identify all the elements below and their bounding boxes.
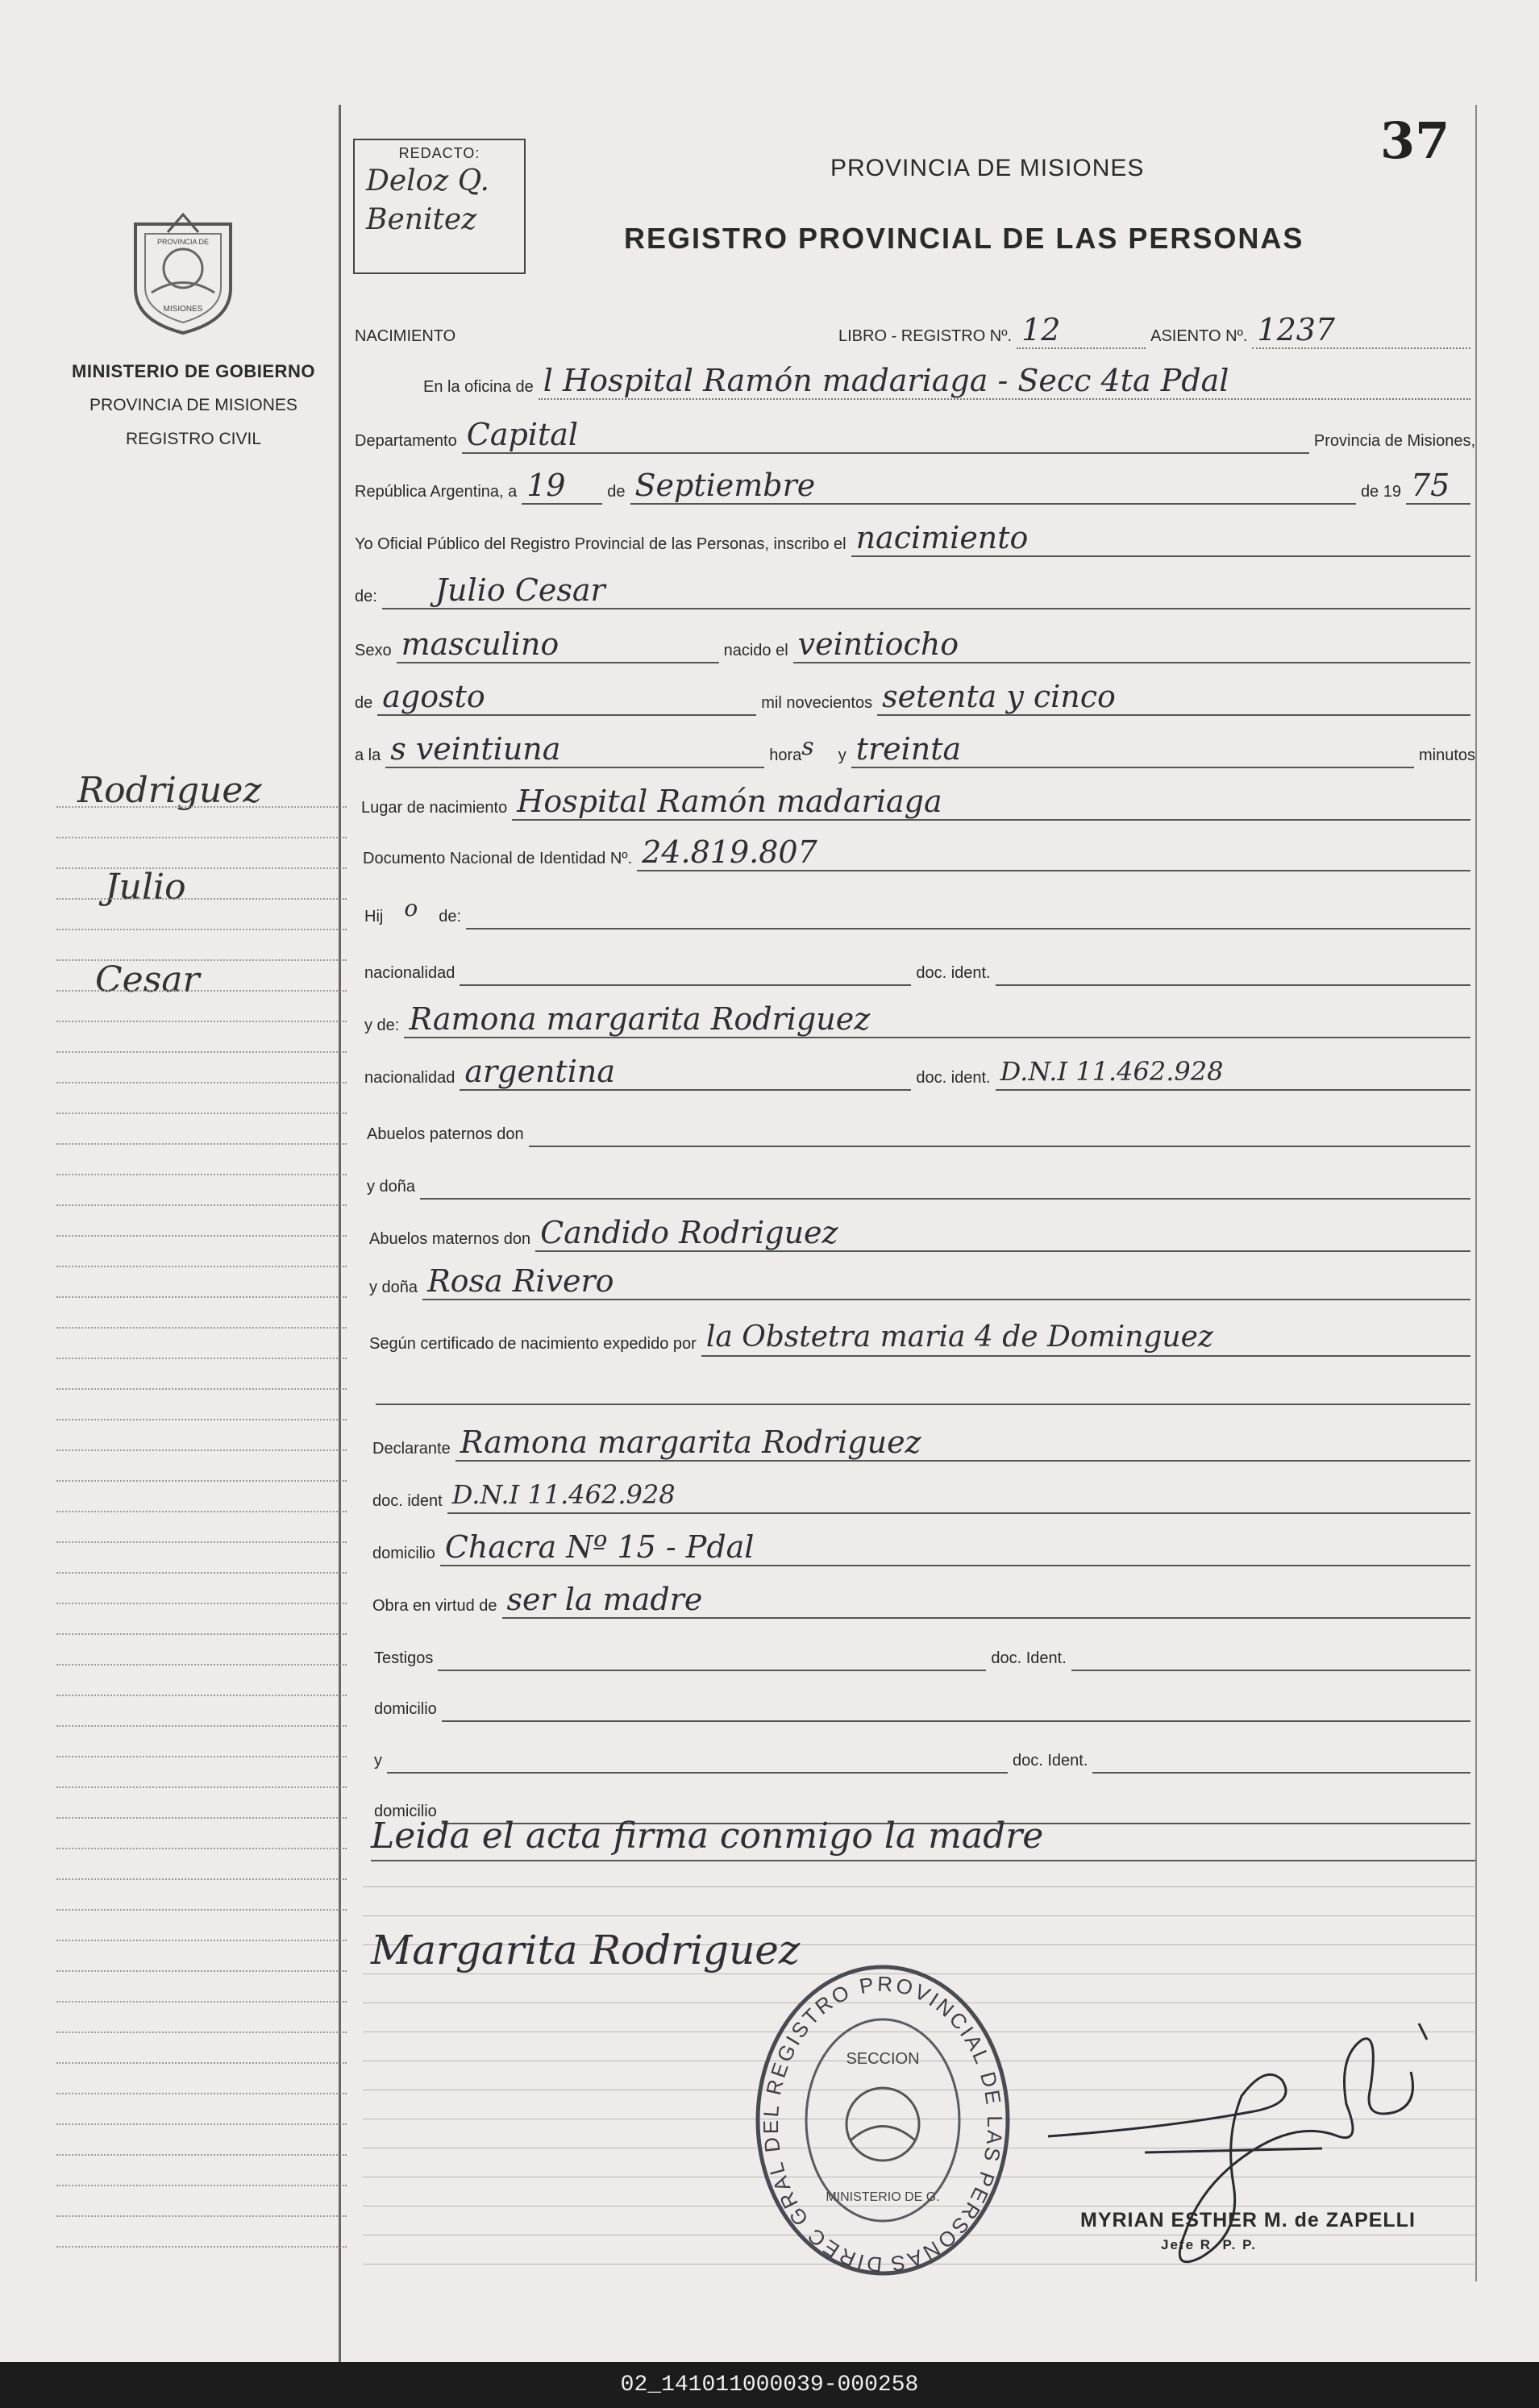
row-testigo2	[374, 1735, 1475, 1774]
testigo2-field	[387, 1738, 1008, 1774]
abuelo-mat-field	[535, 1216, 1470, 1252]
ministry-name: MINISTERIO DE GOBIERNO	[72, 361, 315, 381]
documento-field	[637, 836, 1470, 871]
left-margin-column	[0, 0, 339, 2362]
row-hijo	[364, 891, 1475, 930]
madre-field	[404, 1003, 1470, 1038]
hora-field	[385, 733, 764, 768]
departamento-field	[462, 418, 1309, 454]
madre-value: Ramona margarita Rodriguez	[409, 1001, 871, 1037]
redacto-line-2: Benitez	[366, 203, 477, 236]
margin-ruled-line	[56, 1633, 347, 1635]
svg-text:DIREC GRAL DEL REGISTRO PROVIN	[759, 1972, 1007, 2277]
ministry-office: REGISTRO CIVIL	[125, 430, 262, 448]
closing-statement: Leida el acta firma conmigo la madre	[371, 1815, 1475, 1861]
margin-ruled-line	[56, 1174, 347, 1175]
hora-value: s veintiuna	[390, 731, 561, 767]
hijo-de-label: de:	[439, 908, 462, 925]
row-fecha	[355, 466, 1475, 505]
y-label: y	[838, 747, 846, 764]
testigos-label: Testigos	[374, 1649, 434, 1667]
oficina-label: En la oficina de	[423, 378, 534, 396]
de2-label: de:	[355, 588, 377, 605]
row-sexo	[355, 625, 1475, 663]
nacionalidad2-label: nacionalidad	[364, 1069, 455, 1087]
domicilio3-label: domicilio	[374, 1803, 437, 1820]
margin-ruled-lines	[56, 806, 347, 2277]
abuela-mat-field	[422, 1265, 1470, 1300]
oficina-value: l Hospital Ramón madariaga - Secc 4ta Pdal	[543, 363, 1229, 398]
province-title: PROVINCIA DE MISIONES	[830, 155, 1145, 181]
nombre-value: Julio Cesar	[435, 572, 605, 608]
mes-value: Septiembre	[634, 468, 816, 503]
doc-ident2-label: doc. ident.	[916, 1069, 991, 1087]
domicilio-testigo1-field	[442, 1686, 1470, 1722]
horas-suffix: s	[801, 733, 814, 761]
margin-ruled-line	[56, 1909, 347, 1911]
sexo-value: masculino	[401, 626, 559, 662]
certificado-label: Según certificado de nacimiento expedido por	[369, 1335, 697, 1353]
abuelo-mat-value: Candido Rodriguez	[540, 1215, 838, 1250]
testigo1-field	[438, 1636, 986, 1671]
row-libro	[355, 310, 1475, 349]
official-seal-icon	[750, 1959, 1016, 2281]
ydona2-label: y doña	[369, 1279, 418, 1296]
margin-ruled-line	[56, 990, 347, 992]
padre-field	[466, 894, 1470, 930]
abuelos-mat-label: Abuelos maternos don	[369, 1230, 531, 1248]
margin-ruled-line	[56, 1817, 347, 1819]
asiento-label: ASIENTO Nº.	[1150, 327, 1248, 345]
margin-ruled-line	[56, 1786, 347, 1788]
domicilio-value: Chacra Nº 15 - Pdal	[444, 1529, 755, 1565]
margin-ruled-line	[56, 1266, 347, 1267]
margin-ruled-line	[56, 806, 347, 808]
anio-field	[1406, 469, 1470, 505]
mes-field	[630, 469, 1356, 505]
abuelos-pat-label: Abuelos paternos don	[367, 1125, 524, 1143]
margin-ruled-line	[56, 1664, 347, 1666]
oficina-field	[539, 364, 1470, 400]
declarante-label: Declarante	[372, 1440, 451, 1458]
row-oficina	[355, 361, 1475, 400]
margin-ruled-line	[56, 867, 347, 869]
mother-signature: Margarita Rodriguez	[371, 1927, 801, 1973]
libro-value: 12	[1021, 312, 1061, 347]
row-obra	[372, 1580, 1475, 1619]
minutos-field	[851, 733, 1414, 768]
row-nombre	[355, 571, 1475, 609]
anio-nac-value: setenta y cinco	[882, 679, 1116, 714]
ala-label: a la	[355, 747, 381, 764]
margin-ruled-line	[56, 837, 347, 838]
row-lugar	[361, 782, 1475, 821]
dia-field	[522, 469, 602, 505]
doc-padre-field	[996, 950, 1470, 986]
inscribo-value: nacimiento	[855, 520, 1029, 555]
republica-label: República Argentina, a	[355, 483, 518, 501]
margin-ruled-line	[56, 2246, 347, 2248]
lugar-label: Lugar de nacimiento	[361, 799, 508, 817]
nacionalidad2-value: argentina	[464, 1054, 615, 1089]
row-doc-declarante	[372, 1475, 1475, 1514]
domicilio-field	[440, 1531, 1470, 1566]
registry-title: REGISTRO PROVINCIAL DE LAS PERSONAS	[624, 222, 1304, 255]
nacionalidad-madre-field	[460, 1055, 911, 1091]
margin-ruled-line	[56, 2093, 347, 2094]
margin-ruled-line	[56, 1756, 347, 1757]
lugar-value: Hospital Ramón madariaga	[517, 784, 942, 819]
mes-nac-field	[377, 680, 756, 716]
ministry-block	[32, 355, 355, 456]
margin-ruled-line	[56, 1419, 347, 1420]
signer-role: Jefe R. P. P.	[1161, 2237, 1257, 2252]
row-mes-nacimiento	[355, 677, 1475, 716]
mil-label: mil novecientos	[761, 694, 873, 712]
sexo-label: Sexo	[355, 642, 392, 659]
row-madre	[364, 1000, 1475, 1038]
row-declarante	[372, 1423, 1475, 1462]
declarante-field	[455, 1426, 1470, 1462]
ministry-province: PROVINCIA DE MISIONES	[89, 396, 297, 414]
nacionalidad-padre-field	[460, 950, 911, 986]
row-certificado-cont	[371, 1366, 1475, 1405]
domicilio2-label: domicilio	[374, 1700, 437, 1718]
y2-label: y	[374, 1752, 382, 1770]
abuelo-pat-field	[529, 1112, 1470, 1147]
margin-ruled-line	[56, 1940, 347, 1941]
margin-ruled-line	[56, 1388, 347, 1390]
anio-nac-field	[877, 680, 1470, 716]
province-emblem-icon	[127, 208, 239, 335]
seal-bottom-text: MINISTERIO DE G.	[826, 2190, 940, 2204]
doc-ident3-label: doc. ident	[372, 1492, 443, 1510]
margin-ruled-line	[56, 2215, 347, 2217]
emblem-top-text: PROVINCIA DE	[156, 238, 210, 246]
doc-madre-value: D.N.I 11.462.928	[1000, 1056, 1224, 1087]
margin-ruled-line	[56, 1051, 347, 1053]
nacimiento-label: NACIMIENTO	[355, 327, 456, 345]
row-nacionalidad-madre	[364, 1052, 1475, 1091]
bottom-ruled-line	[363, 1886, 1475, 1915]
inscribo-field	[851, 522, 1470, 557]
asiento-value: 1237	[1257, 312, 1336, 347]
nacido-value: veintiocho	[797, 626, 959, 662]
margin-note-first-name: Julio	[105, 867, 186, 908]
margin-ruled-line	[56, 898, 347, 900]
redacto-box	[353, 139, 526, 274]
de3-label: de	[355, 694, 373, 712]
obra-value: ser la madre	[506, 1582, 703, 1617]
ydona-label: y doña	[367, 1178, 416, 1196]
de-anio-label: de 19	[1360, 483, 1401, 501]
margin-ruled-line	[56, 1572, 347, 1574]
margin-ruled-line	[56, 1449, 347, 1451]
row-abuela-paterna	[367, 1161, 1475, 1200]
emblem-bottom-text: MISIONES	[163, 305, 203, 314]
margin-ruled-line	[56, 1695, 347, 1696]
row-abuela-materna	[369, 1262, 1475, 1300]
margin-ruled-line	[56, 1327, 347, 1329]
row-domicilio-testigo1	[374, 1683, 1475, 1722]
row-abuelos-maternos	[369, 1213, 1475, 1252]
margin-ruled-line	[56, 929, 347, 930]
declarante-value: Ramona margarita Rodriguez	[460, 1424, 921, 1460]
right-border	[1475, 105, 1477, 2281]
doc-ident5-label: doc. Ident.	[1013, 1752, 1088, 1770]
seal-inner-text: SECCION	[846, 2050, 920, 2068]
margin-ruled-line	[56, 1848, 347, 1849]
nacido-field	[793, 628, 1470, 663]
row-abuelos-paternos	[367, 1108, 1475, 1147]
certificado-value: la Obstetra maria 4 de Dominguez	[705, 1320, 1213, 1354]
doc-testigo2-field	[1092, 1738, 1470, 1774]
margin-ruled-line	[56, 1143, 347, 1145]
doc-ident-label: doc. ident.	[916, 964, 991, 982]
margin-ruled-line	[56, 2123, 347, 2125]
certificado-field-2	[376, 1370, 1470, 1405]
de-label: de	[607, 483, 626, 501]
signer-name: MYRIAN ESTHER M. de ZAPELLI	[1080, 2209, 1416, 2231]
nacionalidad-label: nacionalidad	[364, 964, 455, 982]
row-certificado	[369, 1318, 1475, 1357]
row-inscribo	[355, 518, 1475, 557]
margin-ruled-line	[56, 1113, 347, 1114]
doc-ident4-label: doc. Ident.	[991, 1649, 1067, 1667]
doc-madre-field	[996, 1055, 1470, 1091]
sexo-field	[397, 628, 719, 663]
departamento-value: Capital	[466, 417, 579, 452]
row-documento	[363, 833, 1475, 871]
obra-label: Obra en virtud de	[372, 1597, 497, 1615]
obra-field	[502, 1583, 1470, 1619]
margin-ruled-line	[56, 1511, 347, 1512]
documento-label: Documento Nacional de Identidad Nº.	[363, 850, 633, 867]
horas-label: hora	[769, 747, 802, 764]
seal-ring-text: DIREC GRAL DEL REGISTRO PROVINCIAL DE LAS PERSONAS	[758, 1971, 1008, 2277]
minutos-label: minutos	[1418, 747, 1475, 764]
provincia-label: Provincia de Misiones,	[1313, 432, 1475, 450]
margin-ruled-line	[56, 1603, 347, 1604]
redacto-label: REDACTO:	[398, 145, 480, 161]
departamento-label: Departamento	[355, 432, 457, 450]
row-nacionalidad-padre	[364, 947, 1475, 986]
margin-ruled-line	[56, 959, 347, 961]
margin-ruled-line	[56, 2062, 347, 2064]
row-domicilio	[372, 1528, 1475, 1566]
anio-value: 75	[1411, 468, 1450, 503]
yde-label: y de:	[364, 1017, 400, 1034]
nacido-label: nacido el	[723, 642, 788, 659]
doc-declarante-field	[447, 1478, 1470, 1514]
doc-declarante-value: D.N.I 11.462.928	[451, 1479, 676, 1510]
dia-value: 19	[526, 468, 566, 503]
doc-testigo1-field	[1071, 1636, 1470, 1671]
margin-ruled-line	[56, 1970, 347, 1972]
footer-id-bar	[0, 2362, 1539, 2408]
nombre-field	[382, 574, 1470, 609]
hijo-suffix: o	[404, 895, 418, 921]
row-hora	[355, 730, 1475, 768]
margin-ruled-line	[56, 1082, 347, 1083]
documento-value: 24.819.807	[642, 834, 817, 870]
footer-id: 02_141011000039-000258	[620, 2373, 919, 2398]
margin-ruled-line	[56, 2185, 347, 2186]
margin-ruled-line	[56, 1204, 347, 1206]
asiento-field	[1252, 314, 1470, 349]
margin-divider	[339, 105, 341, 2378]
margin-note-second-name: Cesar	[95, 959, 200, 1000]
abuela-pat-field	[420, 1164, 1470, 1200]
margin-note-surname: Rodriguez	[77, 770, 262, 811]
hijo-label: Hij	[364, 908, 384, 925]
margin-ruled-line	[56, 2001, 347, 2003]
redacto-line-1: Deloz Q.	[366, 164, 489, 198]
libro-field	[1017, 314, 1146, 349]
margin-ruled-line	[56, 1725, 347, 1727]
margin-ruled-line	[56, 1480, 347, 1482]
mes-nac-value: agosto	[382, 679, 485, 714]
inscribo-label: Yo Oficial Público del Registro Provincial de las Personas, inscribo el	[355, 535, 846, 553]
margin-ruled-line	[56, 1358, 347, 1359]
domicilio-label: domicilio	[372, 1545, 435, 1562]
margin-ruled-line	[56, 1541, 347, 1543]
minutos-value: treinta	[855, 731, 962, 767]
lugar-field	[512, 785, 1470, 821]
margin-ruled-line	[56, 2154, 347, 2156]
certificado-field	[701, 1321, 1470, 1357]
abuela-mat-value: Rosa Rivero	[427, 1263, 614, 1299]
margin-ruled-line	[56, 2032, 347, 2033]
margin-ruled-line	[56, 1021, 347, 1022]
margin-ruled-line	[56, 1878, 347, 1880]
page-number: 37	[1380, 111, 1450, 170]
libro-label: LIBRO - REGISTRO Nº.	[838, 327, 1013, 345]
margin-ruled-line	[56, 1235, 347, 1237]
margin-ruled-line	[56, 1296, 347, 1298]
row-testigos	[374, 1632, 1475, 1671]
row-departamento	[355, 415, 1475, 454]
